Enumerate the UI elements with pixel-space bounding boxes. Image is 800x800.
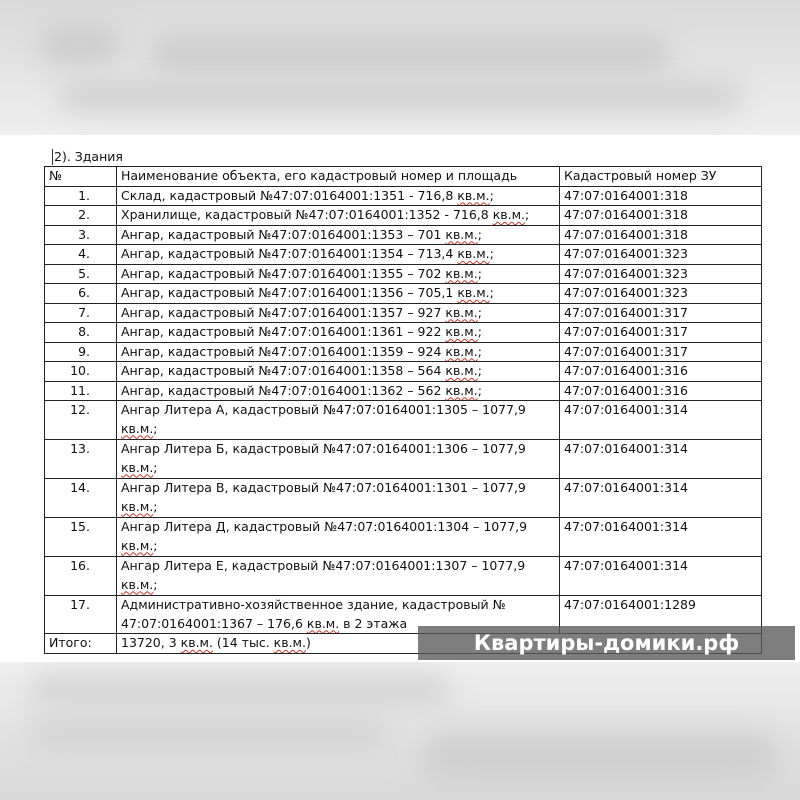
total-unit-2: кв.м. [273,635,306,650]
table-row [45,186,762,206]
table-row [45,518,762,557]
area-unit: кв.м. [121,420,154,436]
area-unit: кв.м. [457,187,490,203]
row-object-name [117,342,560,362]
row-zu-number: 47:07:0164001:317 [560,323,762,343]
row-object-name [117,264,560,284]
table-row [45,479,762,518]
row-zu-number: 47:07:0164001:314 [560,440,762,479]
row-zu-number: 47:07:0164001:317 [560,342,762,362]
row-zu-number: 47:07:0164001:314 [560,401,762,440]
object-description: Административно-хозяйственное здание, кадастровый № 47:07:0164001:1367 – 176,6 [121,597,506,631]
object-description: Ангар Литера А, кадастровый №47:07:0164001:1305 – 1077,9 [121,402,526,417]
table-row [45,303,762,323]
name-tail: ; [489,187,494,203]
table-row [45,557,762,596]
row-number: 6. [45,284,117,304]
object-description: Ангар, кадастровый №47:07:0164001:1357 – 927 [121,304,442,320]
object-description: Ангар Литера Б, кадастровый №47:07:0164001:1306 – 1077,9 [121,441,526,456]
row-zu-number: 47:07:0164001:314 [560,479,762,518]
row-zu-number: 47:07:0164001:323 [560,264,762,284]
table-row [45,401,762,440]
name-tail: ; [477,324,482,339]
row-object-name [117,440,560,479]
buildings-table [44,166,762,654]
area-unit: кв.м. [457,285,490,300]
row-number: 16. [45,557,117,596]
total-label: Итого: [45,634,117,654]
table-row [45,342,762,362]
area-unit: кв.м. [121,498,154,514]
area-unit: кв.м. [121,459,154,475]
row-number: 15. [45,518,117,557]
object-description: Ангар Литера Е, кадастровый №47:07:0164001:1307 – 1077,9 [121,558,526,573]
row-zu-number: 47:07:0164001:316 [560,381,762,401]
row-number: 10. [45,362,117,382]
row-object-name [117,284,560,304]
object-description: Ангар, кадастровый №47:07:0164001:1362 – 562 [121,382,442,398]
name-tail: ; [525,207,530,222]
row-number: 11. [45,381,117,401]
object-description: Ангар, кадастровый №47:07:0164001:1354 – 713,4 [121,246,454,261]
row-zu-number: 47:07:0164001:314 [560,518,762,557]
name-tail: ; [153,498,158,514]
table-row [45,206,762,226]
area-unit: кв.м. [445,226,478,242]
row-object-name [117,362,560,382]
header-name: Наименование объекта, его кадастровый номер и площадь [117,167,560,187]
row-number: 3. [45,225,117,245]
row-number: 7. [45,303,117,323]
object-description: Ангар, кадастровый №47:07:0164001:1359 – 924 [121,343,442,359]
document-page [0,135,800,662]
object-description: Ангар Литера Д, кадастровый №47:07:0164001:1304 – 1077,9 [121,519,528,534]
name-tail: ; [477,265,482,281]
header-zu: Кадастровый номер ЗУ [560,167,762,187]
blurred-bottom-area [0,662,800,800]
table-row [45,284,762,304]
row-number: 1. [45,186,117,206]
blurred-top-area [0,0,800,135]
area-unit: кв.м. [492,207,526,222]
area-unit: кв.м. [445,304,478,320]
area-unit: кв.м. [445,343,478,359]
row-object-name [117,479,560,518]
row-number: 12. [45,401,117,440]
row-number: 5. [45,264,117,284]
name-tail: в 2 этажа [339,615,408,631]
object-description: Склад, кадастровый №47:07:0164001:1351 - 716,8 [121,187,454,203]
table-row [45,264,762,284]
row-object-name [117,557,560,596]
name-tail: ; [477,226,482,242]
row-zu-number: 47:07:0164001:318 [560,206,762,226]
row-object-name [117,186,560,206]
object-description: Ангар, кадастровый №47:07:0164001:1356 – 705,1 [121,285,454,300]
object-description: Ангар, кадастровый №47:07:0164001:1353 – 701 [121,226,442,242]
object-description: Ангар, кадастровый №47:07:0164001:1361 – 922 [121,324,442,339]
row-object-name [117,303,560,323]
area-unit: кв.м. [445,265,478,281]
name-tail: ; [489,246,494,261]
area-unit: кв.м. [457,246,490,261]
row-zu-number: 47:07:0164001:314 [560,557,762,596]
area-unit: кв.м. [306,615,340,631]
table-row [45,225,762,245]
name-tail: ; [477,363,482,378]
row-number: 4. [45,245,117,265]
name-tail: ; [153,459,158,475]
table-row [45,362,762,382]
object-description: Хранилище, кадастровый №47:07:0164001:1352 - 716,8 [121,207,489,222]
row-zu-number: 47:07:0164001:318 [560,225,762,245]
row-number: 2. [45,206,117,226]
object-description: Ангар, кадастровый №47:07:0164001:1358 – 564 [121,363,442,378]
row-number: 14. [45,479,117,518]
row-zu-number: 47:07:0164001:317 [560,303,762,323]
row-zu-number: 47:07:0164001:323 [560,284,762,304]
object-description: Ангар Литера В, кадастровый №47:07:0164001:1301 – 1077,9 [121,480,526,495]
table-row [45,245,762,265]
row-zu-number: 47:07:0164001:318 [560,186,762,206]
table-header-row [45,167,762,187]
total-number: 13720, 3 [121,635,177,650]
name-tail: ; [477,343,482,359]
row-number: 17. [45,596,117,634]
total-end: ) [305,635,311,650]
row-object-name [117,206,560,226]
row-zu-number: 47:07:0164001:316 [560,362,762,382]
row-number: 8. [45,323,117,343]
name-tail: ; [153,537,158,553]
row-object-name [117,381,560,401]
total-mid: (14 тыс. [212,635,274,650]
table-row [45,440,762,479]
row-object-name [117,401,560,440]
site-watermark: Квартиры-домики.рф [418,626,795,660]
name-tail: ; [477,382,482,398]
row-object-name [117,245,560,265]
name-tail: ; [153,576,158,592]
header-number: № [45,167,117,187]
area-unit: кв.м. [121,576,154,592]
row-zu-number: 47:07:0164001:323 [560,245,762,265]
row-zu-number: 47:07:0164001:1289 [560,596,762,634]
row-object-name [117,225,560,245]
name-tail: ; [489,285,494,300]
area-unit: кв.м. [445,363,478,378]
name-tail: ; [153,420,158,436]
row-object-name [117,518,560,557]
name-tail: ; [477,304,482,320]
object-description: Ангар, кадастровый №47:07:0164001:1355 – 702 [121,265,442,281]
total-unit: кв.м. [180,635,213,650]
row-object-name [117,323,560,343]
area-unit: кв.м. [121,537,154,553]
area-unit: кв.м. [445,324,478,339]
table-row [45,381,762,401]
area-unit: кв.м. [445,382,478,398]
row-number: 9. [45,342,117,362]
row-number: 13. [45,440,117,479]
table-row [45,323,762,343]
section-title: 2). Здания [54,149,123,164]
